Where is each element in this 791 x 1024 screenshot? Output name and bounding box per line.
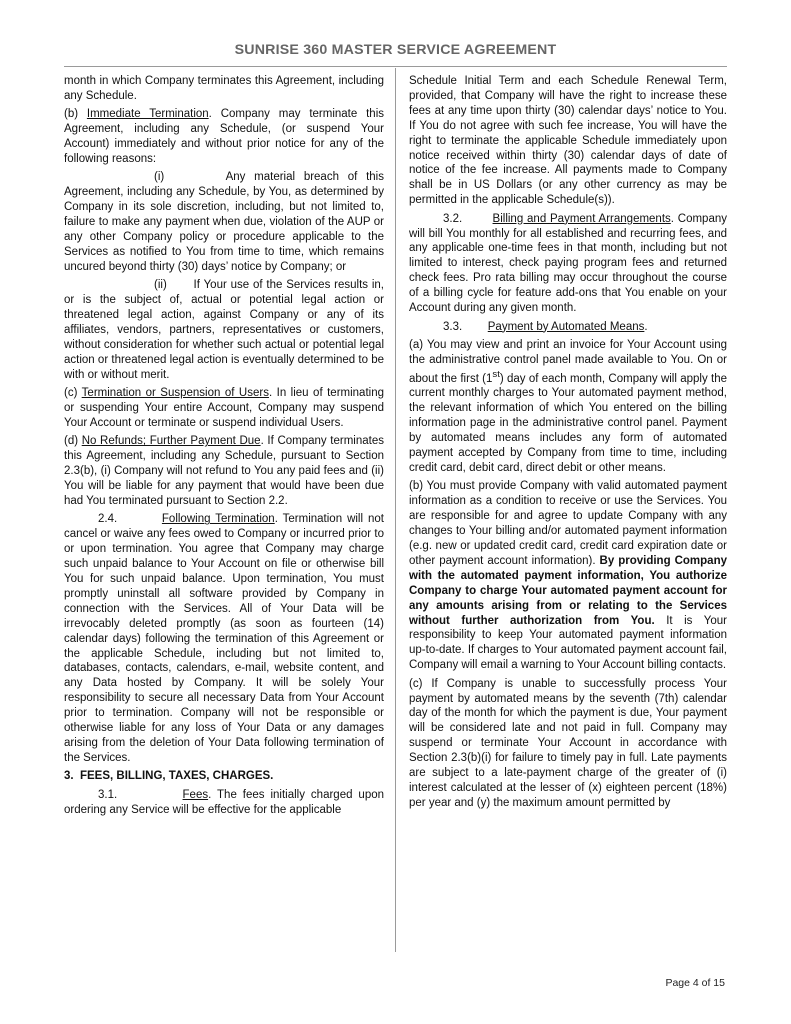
paragraph-suspension-of-users — [64, 386, 384, 431]
clause-heading-immediate-termination: Immediate Termination — [86, 108, 209, 121]
paragraph-text: (b) You must provide Company with valid automated payment information as a condition to receive or use the Services. You are responsible for and agree to update Company with any changes to Your billing and/or automated payment information (e.g. new or updated credit card, credit card expiration date or other payment account information). — [409, 480, 727, 567]
header-divider — [64, 66, 727, 67]
section-heading-fees: Fees — [182, 788, 209, 801]
clause-heading-suspension-of-users: Termination or Suspension of Users — [81, 387, 269, 400]
section-number: 3.3. — [443, 320, 488, 333]
clause-label: (b) — [64, 108, 87, 121]
paragraph-termination-continued: month in which Company terminates this Agreement, including any Schedule. — [64, 75, 384, 102]
left-column — [64, 74, 384, 821]
paragraph-fees — [64, 788, 384, 818]
payment-authorization-text: By providing Company with the automated payment information, You authorize Company to charge Your automated payment account for any amounts arising from or relating to the Services without further authorization from You. — [409, 554, 727, 627]
section-text: . Termination will not cancel or waive any fees owed to Company or incurred prior to or upon termination. You agree that Company may charge such unpaid balance to Your Account on file or otherwise bill You for such unpaid balance. Upon termination, You must promptly uninstall all software provided by Company in connection with the Services. All of Your Data will be irrevocably deleted promptly (as soon as fourteen (14) calendar days) following the termination of this Agreement or the applicable Schedule, including but not limited to, databases, contacts, calendars, e-mail, website content, and any Data hosted by Company. It will be solely Your responsibility to secure all necessary Data from Your Account prior to termination. Company will not be responsible or otherwise liable for any loss of Your Data or any damages arising from the deletion of Your Data following termination of the Services. — [64, 513, 384, 764]
section-heading-automated-means: Payment by Automated Means — [487, 320, 645, 333]
section-number: 3.2. — [443, 212, 493, 225]
paragraph-payment-information — [409, 479, 727, 673]
section-number: 3.1. — [98, 788, 183, 801]
clause-text: . If Company terminates this Agreement, including any Schedule, pursuant to Section 2.3(b), (i) Company will not refund to You any paid fees and (ii) You will be liable for any payment that would have been due had You terminated pursuant to Section 2.2. — [64, 435, 384, 507]
paragraph-text: It is Your responsibility to keep Your automated payment information up-to-date. If charges to Your automated payment account fail, Company will email a warning to Your Account billing contacts. — [409, 614, 727, 672]
page-number: Page 4 of 15 — [665, 977, 725, 989]
document-header: SUNRISE 360 MASTER SERVICE AGREEMENT — [234, 42, 557, 58]
section-heading-following-termination: Following Termination — [161, 513, 275, 526]
right-column — [409, 74, 727, 814]
paragraph-late-payment: (c) If Company is unable to successfully process Your payment by automated means by the seventh (7th) calendar day of the month for which the payment is due, Your payment will be considered late and not paid in full. Company may suspend or terminate Your Account in accordance with Section 2.3(b)(i) for failure to timely pay in full. Late payments are subject to a late-payment charge of the greater of (i) interest calculated at the lesser of (x) eighteen percent (18%) per year and (y) the maximum amount permitted by — [409, 677, 727, 809]
paragraph-text: (a) You may view and print an invoice for Your Account using the administrative control panel made available to You. On or about the first (1 — [409, 338, 727, 385]
section-text: . The fees initially charged upon ordering any Service will be effective for the applicable — [64, 788, 385, 816]
section-text: . Company will bill You monthly for all established and recurring fees, and any applicable one-time fees in that month, including but not limited to interest, check paying program fees and returned check fees. Pro rata billing may occur throughout the course of a billing cycle for feature add-ons that You enable on your Account during any given month. — [409, 212, 727, 315]
paragraph-text: ) day of each month, Company will apply the current monthly charges to Your automated payment method, the relevant information of which You entered on the billing information page in the administrative control panel. Payment by automated means includes any form of automated payment accepted by Company from time to time, including credit card, debit card, direct debit or other means. — [409, 372, 727, 474]
clause-label: (c) — [64, 387, 82, 400]
section-number: 2.4. — [98, 513, 162, 526]
paragraph-material-breach: (i) Any material breach of this Agreement, including any Schedule, by You, as determined by Company in its sole discretion, including, but not limited to, failure to make any payment when due, violation of the AUP or any other Company policy or procedure applicable to the Services as notified to You from time to time, which remains uncured beyond thirty (30) days’ notice by Company; or — [64, 171, 384, 273]
paragraph-following-termination — [64, 512, 384, 765]
clause-heading-no-refunds: No Refunds; Further Payment Due — [81, 435, 261, 448]
clause-label: (d) — [64, 435, 82, 448]
paragraph-no-refunds — [64, 434, 384, 509]
paragraph-automated-means-heading — [409, 320, 727, 335]
paragraph-invoice — [409, 338, 727, 476]
column-divider — [395, 68, 396, 952]
clause-text: . In lieu of terminating or suspending Your entire Account, Company may suspend Your Account or terminate or suspend individual Users. — [64, 387, 384, 429]
section-text: . — [644, 320, 648, 333]
paragraph-billing-arrangements — [409, 212, 727, 316]
section-heading-billing-arrangements: Billing and Payment Arrangements — [492, 212, 671, 225]
section-heading-fees-billing: 3. FEES, BILLING, TAXES, CHARGES. — [64, 770, 274, 783]
clause-text: . Company may terminate this Agreement, including any Schedule, (or suspend Your Account) immediately and without prior notice for any of the following reasons: — [64, 108, 384, 166]
ordinal-superscript: st — [492, 368, 500, 380]
paragraph-immediate-termination — [64, 107, 384, 167]
paragraph-fees-continued: Schedule Initial Term and each Schedule Renewal Term, provided, that Company will have the right to increase these fees at any time upon thirty (30) calendar days’ notice to You. If You do not agree with such fee increase, You will have the right to terminate the applicable Schedule immediately upon notice received within thirty (30) calendar days of date of notice of the fee increase. All payments made to Company shall be in US Dollars (or any other currency as may be permitted in the applicable Schedule(s)). — [409, 75, 727, 207]
paragraph-legal-action: (ii) If Your use of the Services results in, or is the subject of, actual or potential legal action or threatened legal action, against Company or any of its affiliates, vendors, partners, representatives or customers, without consideration for whether such actual or potential legal action or threatened legal action is eventually determined to be with or without merit. — [64, 279, 384, 381]
